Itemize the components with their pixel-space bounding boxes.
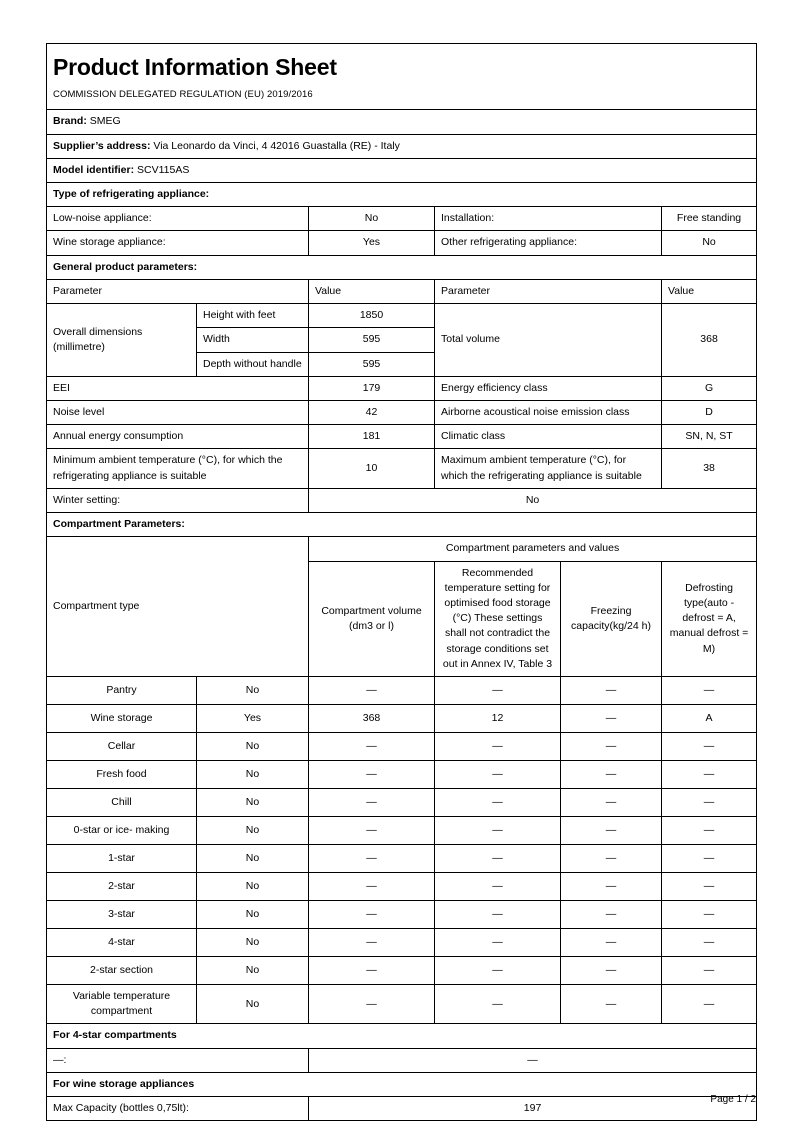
compartment-type: Cellar — [47, 733, 197, 761]
general-section-row — [47, 255, 757, 279]
table-row — [47, 929, 757, 957]
annual-energy-consumption-label: Annual energy consumption — [47, 425, 309, 449]
compartment-freezing: — — [561, 957, 662, 985]
title-row — [47, 44, 757, 86]
four-star-section-row — [47, 1024, 757, 1048]
max-ambient-temperature-value: 38 — [662, 449, 757, 488]
eei-label: EEI — [47, 376, 309, 400]
compartment-present: No — [197, 957, 309, 985]
page-number: Page 1 / 2 — [710, 1094, 756, 1105]
header-value-2: Value — [662, 279, 757, 303]
noise-level-label: Noise level — [47, 400, 309, 424]
model-label: Model identifier: — [53, 163, 135, 176]
compartment-present: No — [197, 789, 309, 817]
compartment-present: No — [197, 733, 309, 761]
winter-setting-value: No — [309, 488, 757, 512]
compartment-defrost: — — [662, 985, 757, 1024]
dimension-name-depth: Depth without handle — [197, 352, 309, 376]
compartment-present: Yes — [197, 705, 309, 733]
winter-setting-label: Winter setting: — [47, 488, 309, 512]
other-refrigerating-appliance-label: Other refrigerating appliance: — [435, 231, 662, 255]
compartment-temperature: — — [435, 733, 561, 761]
compartment-volume: — — [309, 789, 435, 817]
dimension-value-depth: 595 — [309, 352, 435, 376]
compartment-freezing: — — [561, 901, 662, 929]
compartment-volume: — — [309, 761, 435, 789]
compartment-present: No — [197, 845, 309, 873]
wine-storage-section-row — [47, 1072, 757, 1096]
compartment-temperature: — — [435, 789, 561, 817]
compartment-type: 4-star — [47, 929, 197, 957]
climatic-class-label: Climatic class — [435, 425, 662, 449]
compartment-present: No — [197, 985, 309, 1024]
compartment-defrost: — — [662, 677, 757, 705]
compartment-defrost: — — [662, 761, 757, 789]
overall-dimensions-label: Overall dimensions (millimetre) — [47, 304, 197, 377]
dimension-name-height: Height with feet — [197, 304, 309, 328]
installation-label: Installation: — [435, 207, 662, 231]
compartment-temperature: 12 — [435, 705, 561, 733]
compartment-volume: — — [309, 733, 435, 761]
compartment-type: 1-star — [47, 845, 197, 873]
title-cell — [47, 44, 757, 86]
compartment-freezing: — — [561, 873, 662, 901]
four-star-label: —: — [47, 1048, 309, 1072]
compartment-freezing: — — [561, 929, 662, 957]
compartment-temperature: — — [435, 985, 561, 1024]
compartment-freezing: — — [561, 985, 662, 1024]
climatic-class-value: SN, N, ST — [662, 425, 757, 449]
compartment-freezing: — — [561, 761, 662, 789]
compartments-section-row — [47, 513, 757, 537]
compartment-present: No — [197, 761, 309, 789]
max-capacity-value: 197 — [309, 1097, 757, 1121]
compartment-temperature: — — [435, 873, 561, 901]
general-row-energy — [47, 425, 757, 449]
compartment-defrost: — — [662, 733, 757, 761]
compartment-defrost: — — [662, 957, 757, 985]
table-row — [47, 845, 757, 873]
min-ambient-temperature-value: 10 — [309, 449, 435, 488]
compartment-defrost: A — [662, 705, 757, 733]
energy-efficiency-class-value: G — [662, 376, 757, 400]
four-star-value-row — [47, 1048, 757, 1072]
compartment-freezing: — — [561, 677, 662, 705]
installation-value: Free standing — [662, 207, 757, 231]
noise-emission-class-label: Airborne acoustical noise emission class — [435, 400, 662, 424]
compartment-temperature: — — [435, 929, 561, 957]
subtitle-cell — [47, 86, 757, 110]
eei-value: 179 — [309, 376, 435, 400]
compartment-temperature: — — [435, 817, 561, 845]
model-row — [47, 158, 757, 182]
supplier-label: Supplier’s address: — [53, 139, 151, 152]
supplier-value: Via Leonardo da Vinci, 4 42016 Guastalla (RE) - Italy — [153, 139, 400, 152]
total-volume-value: 368 — [662, 304, 757, 377]
compartment-type: Fresh food — [47, 761, 197, 789]
four-star-value: — — [309, 1048, 757, 1072]
compartment-volume: — — [309, 929, 435, 957]
compartment-type: 2-star section — [47, 957, 197, 985]
page-title: Product Information Sheet — [53, 54, 337, 80]
compartment-temperature: — — [435, 845, 561, 873]
noise-emission-class-value: D — [662, 400, 757, 424]
max-ambient-temperature-label: Maximum ambient temperature (°C), for which the refrigerating appliance is suitable — [435, 449, 662, 488]
compartment-freezing: — — [561, 733, 662, 761]
low-noise-label: Low-noise appliance: — [47, 207, 309, 231]
compartment-type: 0-star or ice- making — [47, 817, 197, 845]
compartment-type: Variable temperature compartment — [47, 985, 197, 1024]
column-header-temperature: Recommended temperature setting for optimised food storage (°C) These settings shall not contradict the storage conditions set out in Annex IV, Table 3 — [435, 561, 561, 677]
other-refrigerating-appliance-value: No — [662, 231, 757, 255]
header-value-1: Value — [309, 279, 435, 303]
general-row-eei — [47, 376, 757, 400]
min-ambient-temperature-label: Minimum ambient temperature (°C), for which the refrigerating appliance is suitable — [47, 449, 309, 488]
table-row — [47, 957, 757, 985]
compartment-defrost: — — [662, 929, 757, 957]
product-information-sheet — [46, 43, 756, 1121]
brand-cell — [47, 110, 757, 134]
dimension-value-height: 1850 — [309, 304, 435, 328]
compartment-type-header: Compartment type — [47, 537, 309, 677]
winter-setting-row — [47, 488, 757, 512]
column-header-volume: Compartment volume (dm3 or l) — [309, 561, 435, 677]
compartment-temperature: — — [435, 901, 561, 929]
compartment-volume: — — [309, 901, 435, 929]
compartment-present: No — [197, 817, 309, 845]
table-row — [47, 761, 757, 789]
compartment-type: Chill — [47, 789, 197, 817]
noise-level-value: 42 — [309, 400, 435, 424]
general-row-noise — [47, 400, 757, 424]
brand-value: SMEG — [89, 115, 121, 128]
appliance-type-section-title: Type of refrigerating appliance: — [47, 183, 757, 207]
compartment-volume: 368 — [309, 705, 435, 733]
compartment-present: No — [197, 901, 309, 929]
header-parameter-1: Parameter — [47, 279, 309, 303]
wine-storage-appliance-label: Wine storage appliance: — [47, 231, 309, 255]
compartment-temperature: — — [435, 957, 561, 985]
table-row — [47, 985, 757, 1024]
compartment-volume: — — [309, 677, 435, 705]
column-header-defrosting-type: Defrosting type(auto - defrost = A, manual defrost = M) — [662, 561, 757, 677]
compartment-present: No — [197, 929, 309, 957]
low-noise-value: No — [309, 207, 435, 231]
compartments-section-title: Compartment Parameters: — [47, 513, 757, 537]
general-row-ambient — [47, 449, 757, 488]
brand-row — [47, 110, 757, 134]
max-capacity-label: Max Capacity (bottles 0,75lt): — [47, 1097, 309, 1121]
compartment-volume: — — [309, 985, 435, 1024]
wine-storage-section-title: For wine storage appliances — [47, 1072, 757, 1096]
wine-storage-appliance-value: Yes — [309, 231, 435, 255]
table-row — [47, 901, 757, 929]
compartment-volume: — — [309, 957, 435, 985]
sheet-table — [46, 43, 757, 1121]
compartment-temperature: — — [435, 677, 561, 705]
table-row — [47, 873, 757, 901]
compartment-temperature: — — [435, 761, 561, 789]
energy-efficiency-class-label: Energy efficiency class — [435, 376, 662, 400]
general-header-row — [47, 279, 757, 303]
compartment-present: No — [197, 873, 309, 901]
compartment-freezing: — — [561, 845, 662, 873]
supplier-row — [47, 134, 757, 158]
table-row — [47, 677, 757, 705]
compartment-volume: — — [309, 873, 435, 901]
compartment-defrost: — — [662, 817, 757, 845]
appliance-type-section-row — [47, 183, 757, 207]
compartment-parameters-group-header: Compartment parameters and values — [309, 537, 757, 561]
supplier-cell — [47, 134, 757, 158]
compartment-defrost: — — [662, 901, 757, 929]
column-header-freezing-capacity: Freezing capacity(kg/24 h) — [561, 561, 662, 677]
compartment-volume: — — [309, 817, 435, 845]
compartment-defrost: — — [662, 845, 757, 873]
compartment-freezing: — — [561, 789, 662, 817]
table-row — [47, 789, 757, 817]
compartment-volume: — — [309, 845, 435, 873]
four-star-section-title: For 4-star compartments — [47, 1024, 757, 1048]
regulation-reference: COMMISSION DELEGATED REGULATION (EU) 2019/2016 — [53, 88, 313, 100]
dimensions-row-0 — [47, 304, 757, 328]
compartment-present: No — [197, 677, 309, 705]
compartment-defrost: — — [662, 873, 757, 901]
subtitle-row — [47, 86, 757, 110]
general-section-title: General product parameters: — [47, 255, 757, 279]
table-row — [47, 733, 757, 761]
appliance-type-row-0 — [47, 207, 757, 231]
table-row — [47, 705, 757, 733]
dimension-value-width: 595 — [309, 328, 435, 352]
compartment-freezing: — — [561, 705, 662, 733]
model-value: SCV115AS — [137, 163, 190, 176]
appliance-type-row-1 — [47, 231, 757, 255]
compartment-type: Wine storage — [47, 705, 197, 733]
header-parameter-2: Parameter — [435, 279, 662, 303]
annual-energy-consumption-value: 181 — [309, 425, 435, 449]
compartment-type: Pantry — [47, 677, 197, 705]
compartment-type: 2-star — [47, 873, 197, 901]
compartment-freezing: — — [561, 817, 662, 845]
table-row — [47, 817, 757, 845]
model-cell — [47, 158, 757, 182]
total-volume-label: Total volume — [435, 304, 662, 377]
dimension-name-width: Width — [197, 328, 309, 352]
compartments-group-header-row — [47, 537, 757, 561]
compartment-defrost: — — [662, 789, 757, 817]
compartment-type: 3-star — [47, 901, 197, 929]
brand-label: Brand: — [53, 115, 87, 128]
